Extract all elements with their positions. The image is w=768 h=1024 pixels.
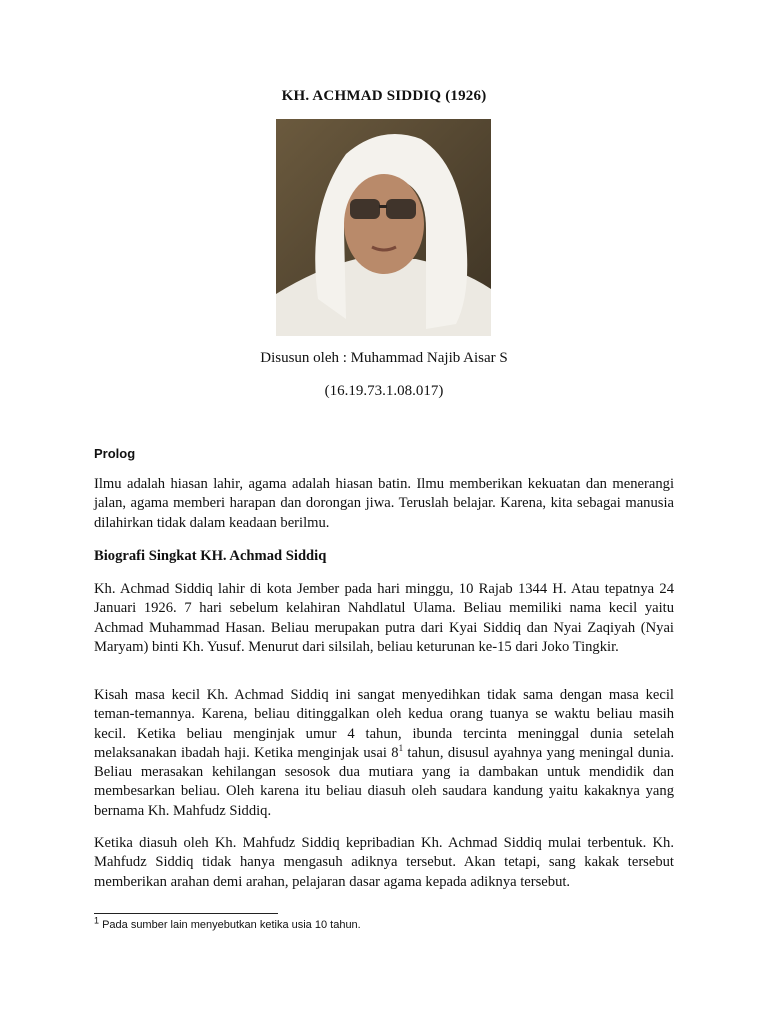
document-title: KH. ACHMAD SIDDIQ (1926) bbox=[281, 88, 487, 104]
footnote-divider bbox=[94, 913, 278, 914]
biography-paragraph-2 bbox=[94, 686, 674, 821]
biography-heading: Biografi Singkat KH. Achmad Siddiq bbox=[94, 548, 327, 564]
biography-paragraph-3: Ketika diasuh oleh Kh. Mahfudz Siddiq kepribadian Kh. Achmad Siddiq mulai terbentuk. Kh. Mahfudz Siddiq tidak hanya mengasuh adiknya tersebut. Akan tetapi, sang kakak tersebut memberikan arahan demi arahan, pelajaran dasar agama kepada adiknya tersebut. bbox=[94, 835, 674, 890]
prolog-heading: Prolog bbox=[94, 446, 136, 461]
footnote-text: Pada sumber lain menyebutkan ketika usia 10 tahun. bbox=[99, 919, 361, 931]
footnote-number: 1 bbox=[94, 915, 100, 926]
footnote bbox=[94, 915, 361, 931]
portrait-photo bbox=[276, 119, 491, 336]
id-line: (16.19.73.1.08.017) bbox=[324, 383, 444, 399]
paragraph-2-text-b: tahun, disusul ayahnya yang meningal dunia. Beliau merasakan kehilangan sesosok dua mutiara yang ia dambakan untuk mendidik dan membesarkan beliau. Oleh karena itu beliau diasuh oleh saudara kandung yaitu kakaknya yang bernama Kh. Mahfudz Siddiq. bbox=[94, 744, 675, 819]
footnote-reference[interactable]: 1 bbox=[398, 743, 404, 754]
author-line: Disusun oleh : Muhammad Najib Aisar S bbox=[260, 350, 508, 366]
biography-paragraph-1: Kh. Achmad Siddiq lahir di kota Jember pada hari minggu, 10 Rajab 1344 H. Atau tepatnya 24 Januari 1926. 7 hari sebelum kelahiran Nahdlatul Ulama. Beliau memiliki nama kecil yaitu Achmad Muhammad Hasan. Beliau merupakan putra dari Kyai Siddiq dan Nyai Zaqiyah (Nyai Maryam) binti Kh. Yusuf. Menurut dari silsilah, beliau keturunan ke-15 dari Joko Tingkir. bbox=[94, 581, 674, 655]
prolog-paragraph: Ilmu adalah hiasan lahir, agama adalah hiasan batin. Ilmu memberikan kekuatan dan menerangi jalan, agama memberi harapan dan dorongan jiwa. Teruslah belajar. Karena, kita sebagai manusia dilahirkan tidak dalam keadaan berilmu. bbox=[94, 476, 674, 531]
paragraph-2-text-a: Kisah masa kecil Kh. Achmad Siddiq ini sangat menyedihkan tidak sama dengan masa kecil teman-temannya. Karena, beliau ditinggalkan oleh kedua orang tuanya se waktu beliau masih kecil. Ketika beliau menginjak umur 4 tahun, ibunda tercinta meninggal dunia setelah melaksanakan ibadah haji. Ketika menginjak usai 8 bbox=[94, 687, 674, 761]
